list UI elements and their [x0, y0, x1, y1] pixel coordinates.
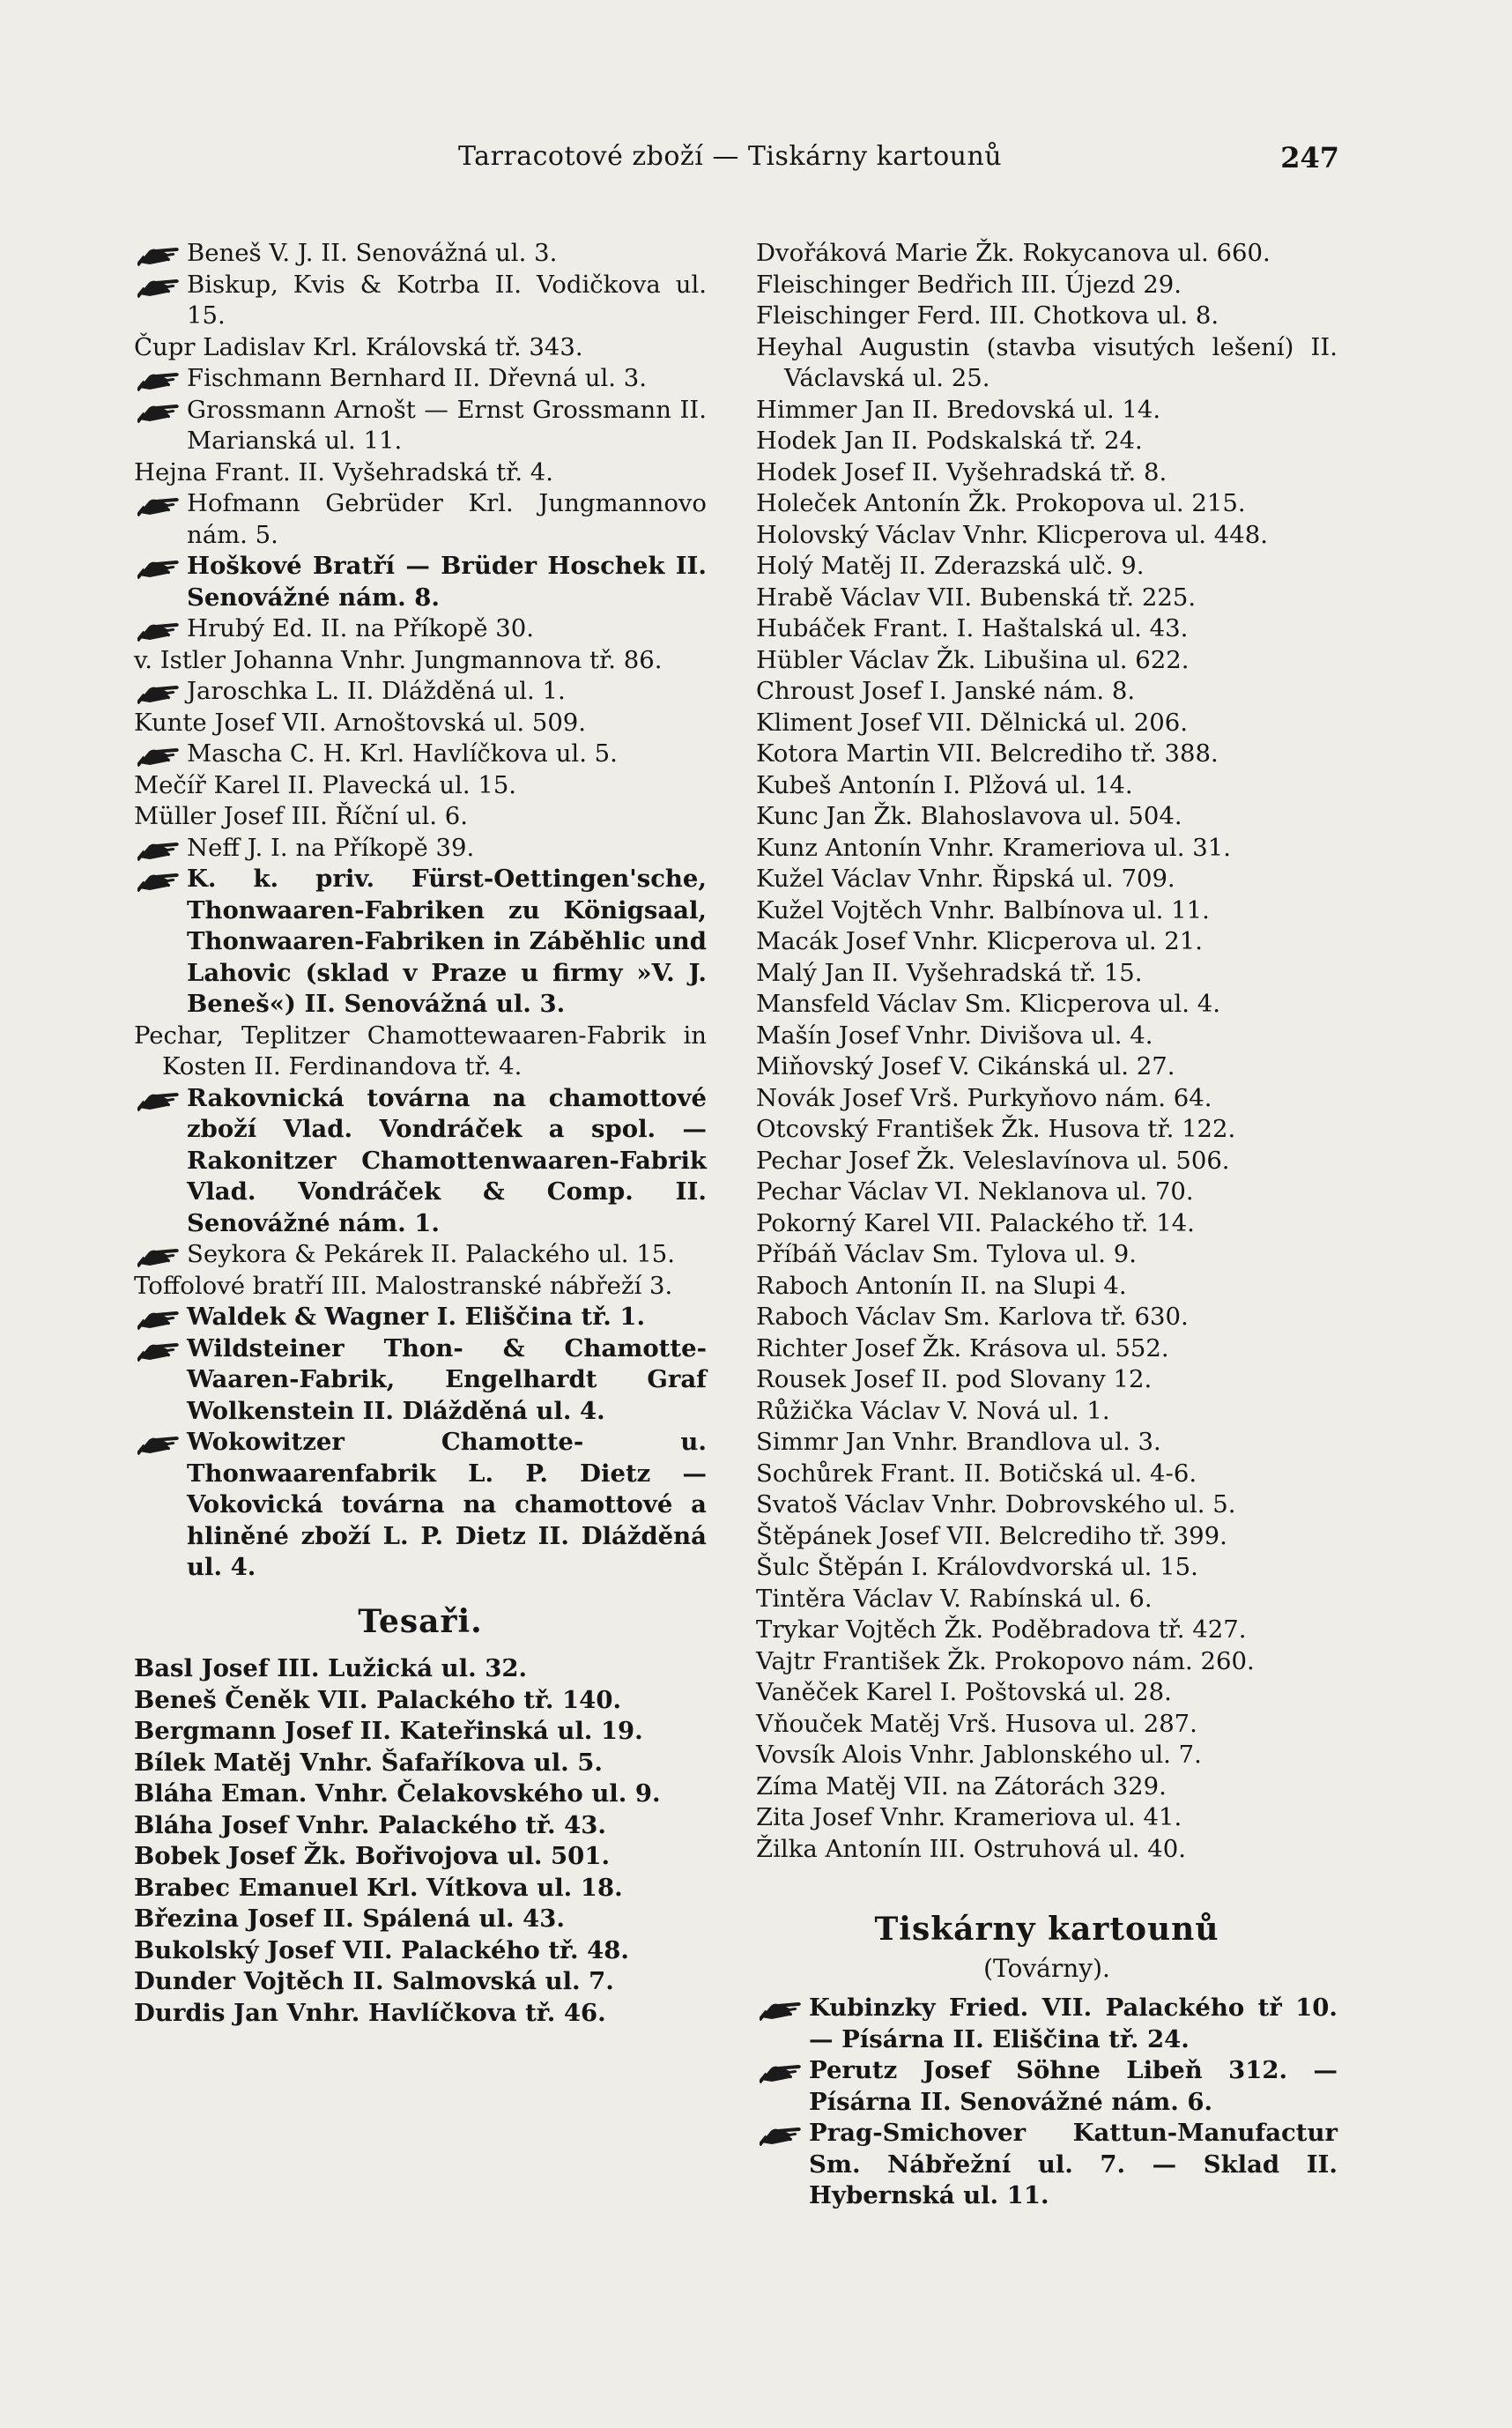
- page-header: [141, 134, 1339, 187]
- pointing-hand-icon: [137, 617, 185, 642]
- entry-text: Grossmann Arnošt — Ernst Grossmann II. Marianská ul. 11.: [187, 395, 707, 455]
- directory-entry: Vajtr František Žk. Prokopovo nám. 260.: [756, 1646, 1255, 1675]
- directory-entry: Rousek Josef II. pod Slovany 12.: [756, 1365, 1153, 1393]
- directory-entry: Bláha Eman. Vnhr. Čelakovského ul. 9.: [134, 1779, 661, 1808]
- directory-entry: Kužel Vojtěch Vnhr. Balbínova ul. 11.: [756, 895, 1210, 924]
- directory-entry: Hodek Josef II. Vyšehradská tř. 8.: [756, 457, 1167, 486]
- directory-entry: Svatoš Václav Vnhr. Dobrovského ul. 5.: [756, 1490, 1236, 1518]
- entry-text: Wokowitzer Chamotte- u. Thonwaarenfabrik L. P. Dietz — Vokovická továrna na chamottové a hliněné zboží L. P. Dietz II. Dlážděná ul. 4.: [187, 1428, 707, 1581]
- pointing-hand-icon: [137, 1087, 185, 1111]
- entry-text: Beneš V. J. II. Senovážná ul. 3.: [187, 239, 558, 267]
- pointing-hand-icon: [137, 367, 185, 391]
- directory-entry: [134, 1427, 707, 1584]
- directory-entry: Bukolský Josef VII. Palackého tř. 48.: [134, 1935, 630, 1964]
- directory-entry: Pechar, Teplitzer Chamottewaaren-Fabrik in Kosten II. Ferdinandova tř. 4.: [134, 1021, 707, 1080]
- entry-text: Neff J. I. na Příkopě 39.: [187, 833, 475, 862]
- directory-entry: Pokorný Karel VII. Palackého tř. 14.: [756, 1208, 1195, 1237]
- running-title: Tarracotové zboží — Tiskárny kartounů: [458, 141, 1003, 172]
- directory-entry: Kunz Antonín Vnhr. Krameriova ul. 31.: [756, 833, 1231, 862]
- directory-entry: Hubáček Frant. I. Haštalská ul. 43.: [756, 614, 1189, 642]
- directory-entry: Sochůrek Frant. II. Botičská ul. 4-6.: [756, 1459, 1197, 1488]
- directory-entry: Basl Josef III. Lužická ul. 32.: [134, 1654, 528, 1682]
- directory-entry: [756, 2118, 1338, 2212]
- entry-text: Waldek & Wagner I. Eliščina tř. 1.: [187, 1303, 646, 1331]
- directory-entry: Chroust Josef I. Janské nám. 8.: [756, 677, 1136, 705]
- directory-entry: [134, 238, 707, 270]
- directory-entry: Hodek Jan II. Podskalská tř. 24.: [756, 427, 1143, 455]
- entry-text: Prag-Smichover Kattun-Manufactur Sm. Nábřežní ul. 7. — Sklad II. Hybernská ul. 11.: [809, 2119, 1338, 2209]
- directory-entry: Fleischinger Ferd. III. Chotkova ul. 8.: [756, 301, 1219, 330]
- directory-entry: Mečíř Karel II. Plavecká ul. 15.: [134, 770, 517, 799]
- directory-entry: Růžička Václav V. Nová ul. 1.: [756, 1396, 1110, 1425]
- directory-entry: Dvořáková Marie Žk. Rokycanova ul. 660.: [756, 239, 1271, 267]
- pointing-hand-icon: [137, 554, 185, 579]
- directory-entry: [134, 395, 707, 457]
- section-title-tesari: Tesaři.: [358, 1602, 483, 1640]
- pointing-hand-icon: [137, 1243, 185, 1267]
- directory-entry: [756, 1993, 1338, 2055]
- directory-entry: Příbáň Václav Sm. Tylova ul. 9.: [756, 1240, 1138, 1268]
- directory-entry: [134, 1239, 707, 1271]
- directory-entry: Hrabě Václav VII. Bubenská tř. 225.: [756, 583, 1197, 612]
- directory-entry: Novák Josef Vrš. Purkyňovo nám. 64.: [756, 1083, 1212, 1112]
- directory-entry: Kunc Jan Žk. Blahoslavova ul. 504.: [756, 802, 1182, 830]
- directory-entry: Holeček Antonín Žk. Prokopova ul. 215.: [756, 489, 1246, 517]
- entry-text: Hrubý Ed. II. na Příkopě 30.: [187, 614, 534, 642]
- directory-entry: Brabec Emanuel Krl. Vítkova ul. 18.: [134, 1873, 623, 1902]
- directory-entry: Čupr Ladislav Krl. Královská tř. 343.: [134, 332, 583, 361]
- left-entries-list: [134, 238, 707, 1584]
- entry-text: Fischmann Bernhard II. Dřevná ul. 3.: [187, 364, 647, 392]
- directory-entry: Beneš Čeněk VII. Palackého tř. 140.: [134, 1685, 622, 1714]
- directory-entry: [134, 1302, 707, 1333]
- left-column: [134, 238, 707, 2029]
- entry-text: Biskup, Kvis & Kotrba II. Vodičkova ul. 15.: [187, 270, 707, 330]
- pointing-hand-icon: [137, 836, 185, 861]
- directory-entry: Kužel Václav Vnhr. Řipská ul. 709.: [756, 865, 1175, 893]
- directory-entry: Fleischinger Bedřich III. Újezd 29.: [756, 270, 1182, 299]
- directory-entry: Müller Josef III. Říční ul. 6.: [134, 802, 468, 830]
- directory-entry: [134, 613, 707, 645]
- entry-text: Mascha C. H. Krl. Havlíčkova ul. 5.: [187, 739, 618, 768]
- section-subtitle-tiskarny: (Továrny).: [983, 1953, 1110, 1983]
- directory-entry: Holovský Václav Vnhr. Klicperova ul. 448.: [756, 520, 1268, 549]
- directory-entry: [134, 1083, 707, 1240]
- pointing-hand-icon: [137, 1337, 185, 1362]
- directory-entry: [134, 270, 707, 332]
- pointing-hand-icon: [137, 241, 185, 266]
- directory-entry: [134, 833, 707, 865]
- directory-entry: Bobek Josef Žk. Bořivojova ul. 501.: [134, 1842, 611, 1870]
- directory-entry: Vovsík Alois Vnhr. Jablonského ul. 7.: [756, 1741, 1202, 1769]
- directory-entry: [756, 2055, 1338, 2118]
- directory-entry: Trykar Vojtěch Žk. Poděbradova tř. 427.: [756, 1615, 1247, 1644]
- directory-entry: Kubeš Antonín I. Plžová ul. 14.: [756, 770, 1133, 799]
- directory-entry: [134, 363, 707, 395]
- pointing-hand-icon: [137, 492, 185, 516]
- directory-entry: Otcovský František Žk. Husova tř. 122.: [756, 1115, 1236, 1143]
- directory-entry: Pechar Václav VI. Neklanova ul. 70.: [756, 1177, 1194, 1206]
- directory-entry: Toffolové bratří III. Malostranské nábřeží 3.: [134, 1271, 673, 1300]
- directory-entry: Hübler Václav Žk. Libušina ul. 622.: [756, 645, 1190, 674]
- page-number: 247: [1280, 141, 1339, 174]
- directory-entry: Pechar Josef Žk. Veleslavínova ul. 506.: [756, 1146, 1230, 1175]
- directory-entry: Březina Josef II. Spálená ul. 43.: [134, 1905, 565, 1933]
- directory-entry: Bílek Matěj Vnhr. Šafaříkova ul. 5.: [134, 1748, 604, 1777]
- tiskarny-list: [756, 1993, 1338, 2212]
- entry-text: Hofmann Gebrüder Krl. Jungmannovo nám. 5.: [187, 489, 707, 549]
- entry-text: Perutz Josef Söhne Libeň 312. — Písárna II. Senovážné nám. 6.: [809, 2056, 1338, 2116]
- entry-text: Seykora & Pekárek II. Palackého ul. 15.: [187, 1240, 675, 1268]
- directory-entry: Bláha Josef Vnhr. Palackého tř. 43.: [134, 1810, 606, 1839]
- directory-entry: Richter Josef Žk. Krásova ul. 552.: [756, 1333, 1169, 1363]
- directory-entry: Zíma Matěj VII. na Zátorách 329.: [756, 1771, 1167, 1801]
- directory-entry: [134, 1333, 707, 1428]
- directory-entry: [134, 739, 707, 770]
- directory-entry: Kliment Josef VII. Dělnická ul. 206.: [756, 708, 1188, 737]
- directory-entry: Kotora Martin VII. Belcrediho tř. 388.: [756, 739, 1219, 768]
- directory-entry: Durdis Jan Vnhr. Havlíčkova tř. 46.: [134, 1998, 606, 2027]
- directory-entry: Dunder Vojtěch II. Salmovská ul. 7.: [134, 1967, 614, 1995]
- entry-text: Jaroschka L. II. Dlážděná ul. 1.: [187, 677, 566, 705]
- directory-entry: [134, 864, 707, 1021]
- directory-entry: Zita Josef Vnhr. Krameriova ul. 41.: [756, 1803, 1182, 1831]
- pointing-hand-icon: [137, 742, 185, 767]
- directory-entry: Mansfeld Václav Sm. Klicperova ul. 4.: [756, 990, 1220, 1018]
- directory-entry: Holý Matěj II. Zderazská ulč. 9.: [756, 552, 1145, 580]
- entry-text: K. k. priv. Fürst-Oettingen'sche, Thonwaaren-Fabriken zu Königsaal, Thonwaaren-Fabriken in Záběhlic und Lahovic (sklad v Praze u firmy »V. J. Beneš«) II. Senovážná ul. 3.: [187, 865, 707, 1018]
- pointing-hand-icon: [137, 398, 185, 423]
- section-title-tiskarny: Tiskárny kartounů: [874, 1911, 1219, 1948]
- directory-entry: [134, 676, 707, 708]
- entry-text: Hoškové Bratří — Brüder Hoschek II. Senovážné nám. 8.: [187, 552, 707, 612]
- entry-text: Wildsteiner Thon- & Chamotte-Waaren-Fabrik, Engelhardt Graf Wolkenstein II. Dlážděná ul. 4.: [187, 1333, 707, 1425]
- pointing-hand-icon: [760, 1996, 807, 2021]
- pointing-hand-icon: [137, 273, 185, 298]
- directory-entry: Malý Jan II. Vyšehradská tř. 15.: [756, 958, 1143, 987]
- spacer: [756, 1865, 1338, 1891]
- right-entries-list: [756, 238, 1338, 1865]
- right-column: [756, 238, 1338, 2212]
- directory-entry: Miňovský Josef V. Cikánská ul. 27.: [756, 1052, 1175, 1080]
- directory-entry: Himmer Jan II. Bredovská ul. 14.: [756, 395, 1161, 424]
- directory-entry: v. Istler Johanna Vnhr. Jungmannova tř. 86.: [134, 645, 663, 674]
- directory-entry: Šulc Štěpán I. Královdvorská ul. 15.: [756, 1553, 1198, 1581]
- directory-entry: Kunte Josef VII. Arnoštovská ul. 509.: [134, 708, 587, 737]
- directory-entry: Heyhal Augustin (stavba visutých lešení) II. Václavská ul. 25.: [756, 332, 1338, 392]
- directory-entry: Vaněček Karel I. Poštovská ul. 28.: [756, 1678, 1172, 1706]
- directory-entry: Štěpánek Josef VII. Belcrediho tř. 399.: [756, 1521, 1227, 1550]
- pointing-hand-icon: [760, 2059, 807, 2083]
- directory-entry: Raboch Antonín II. na Slupi 4.: [756, 1271, 1127, 1300]
- directory-entry: Hejna Frant. II. Vyšehradská tř. 4.: [134, 457, 554, 486]
- directory-entry: Žilka Antonín III. Ostruhová ul. 40.: [756, 1834, 1186, 1863]
- pointing-hand-icon: [137, 1305, 185, 1330]
- entry-text: Rakovnická továrna na chamottové zboží Vlad. Vondráček a spol. — Rakonitzer Chamottenwaaren-Fabrik Vlad. Vondráček & Comp. II. Senovážné nám. 1.: [187, 1083, 707, 1237]
- directory-entry: [134, 488, 707, 551]
- directory-entry: Simmr Jan Vnhr. Brandlova ul. 3.: [756, 1428, 1161, 1456]
- pointing-hand-icon: [760, 2121, 807, 2146]
- directory-entry: Vňouček Matěj Vrš. Husova ul. 287.: [756, 1709, 1197, 1738]
- directory-entry: Bergmann Josef II. Kateřinská ul. 19.: [134, 1717, 643, 1745]
- entry-text: Kubinzky Fried. VII. Palackého tř 10. — Písárna II. Eliščina tř. 24.: [809, 1994, 1338, 2053]
- tesari-list: [134, 1653, 707, 2029]
- directory-entry: Raboch Václav Sm. Karlova tř. 630.: [756, 1303, 1189, 1331]
- directory-entry: Mašín Josef Vnhr. Divišova ul. 4.: [756, 1021, 1153, 1050]
- directory-entry: Tintěra Václav V. Rabínská ul. 6.: [756, 1584, 1153, 1613]
- directory-entry: Macák Josef Vnhr. Klicperova ul. 21.: [756, 927, 1204, 955]
- pointing-hand-icon: [137, 867, 185, 892]
- directory-entry: [134, 551, 707, 613]
- pointing-hand-icon: [137, 679, 185, 704]
- pointing-hand-icon: [137, 1430, 185, 1455]
